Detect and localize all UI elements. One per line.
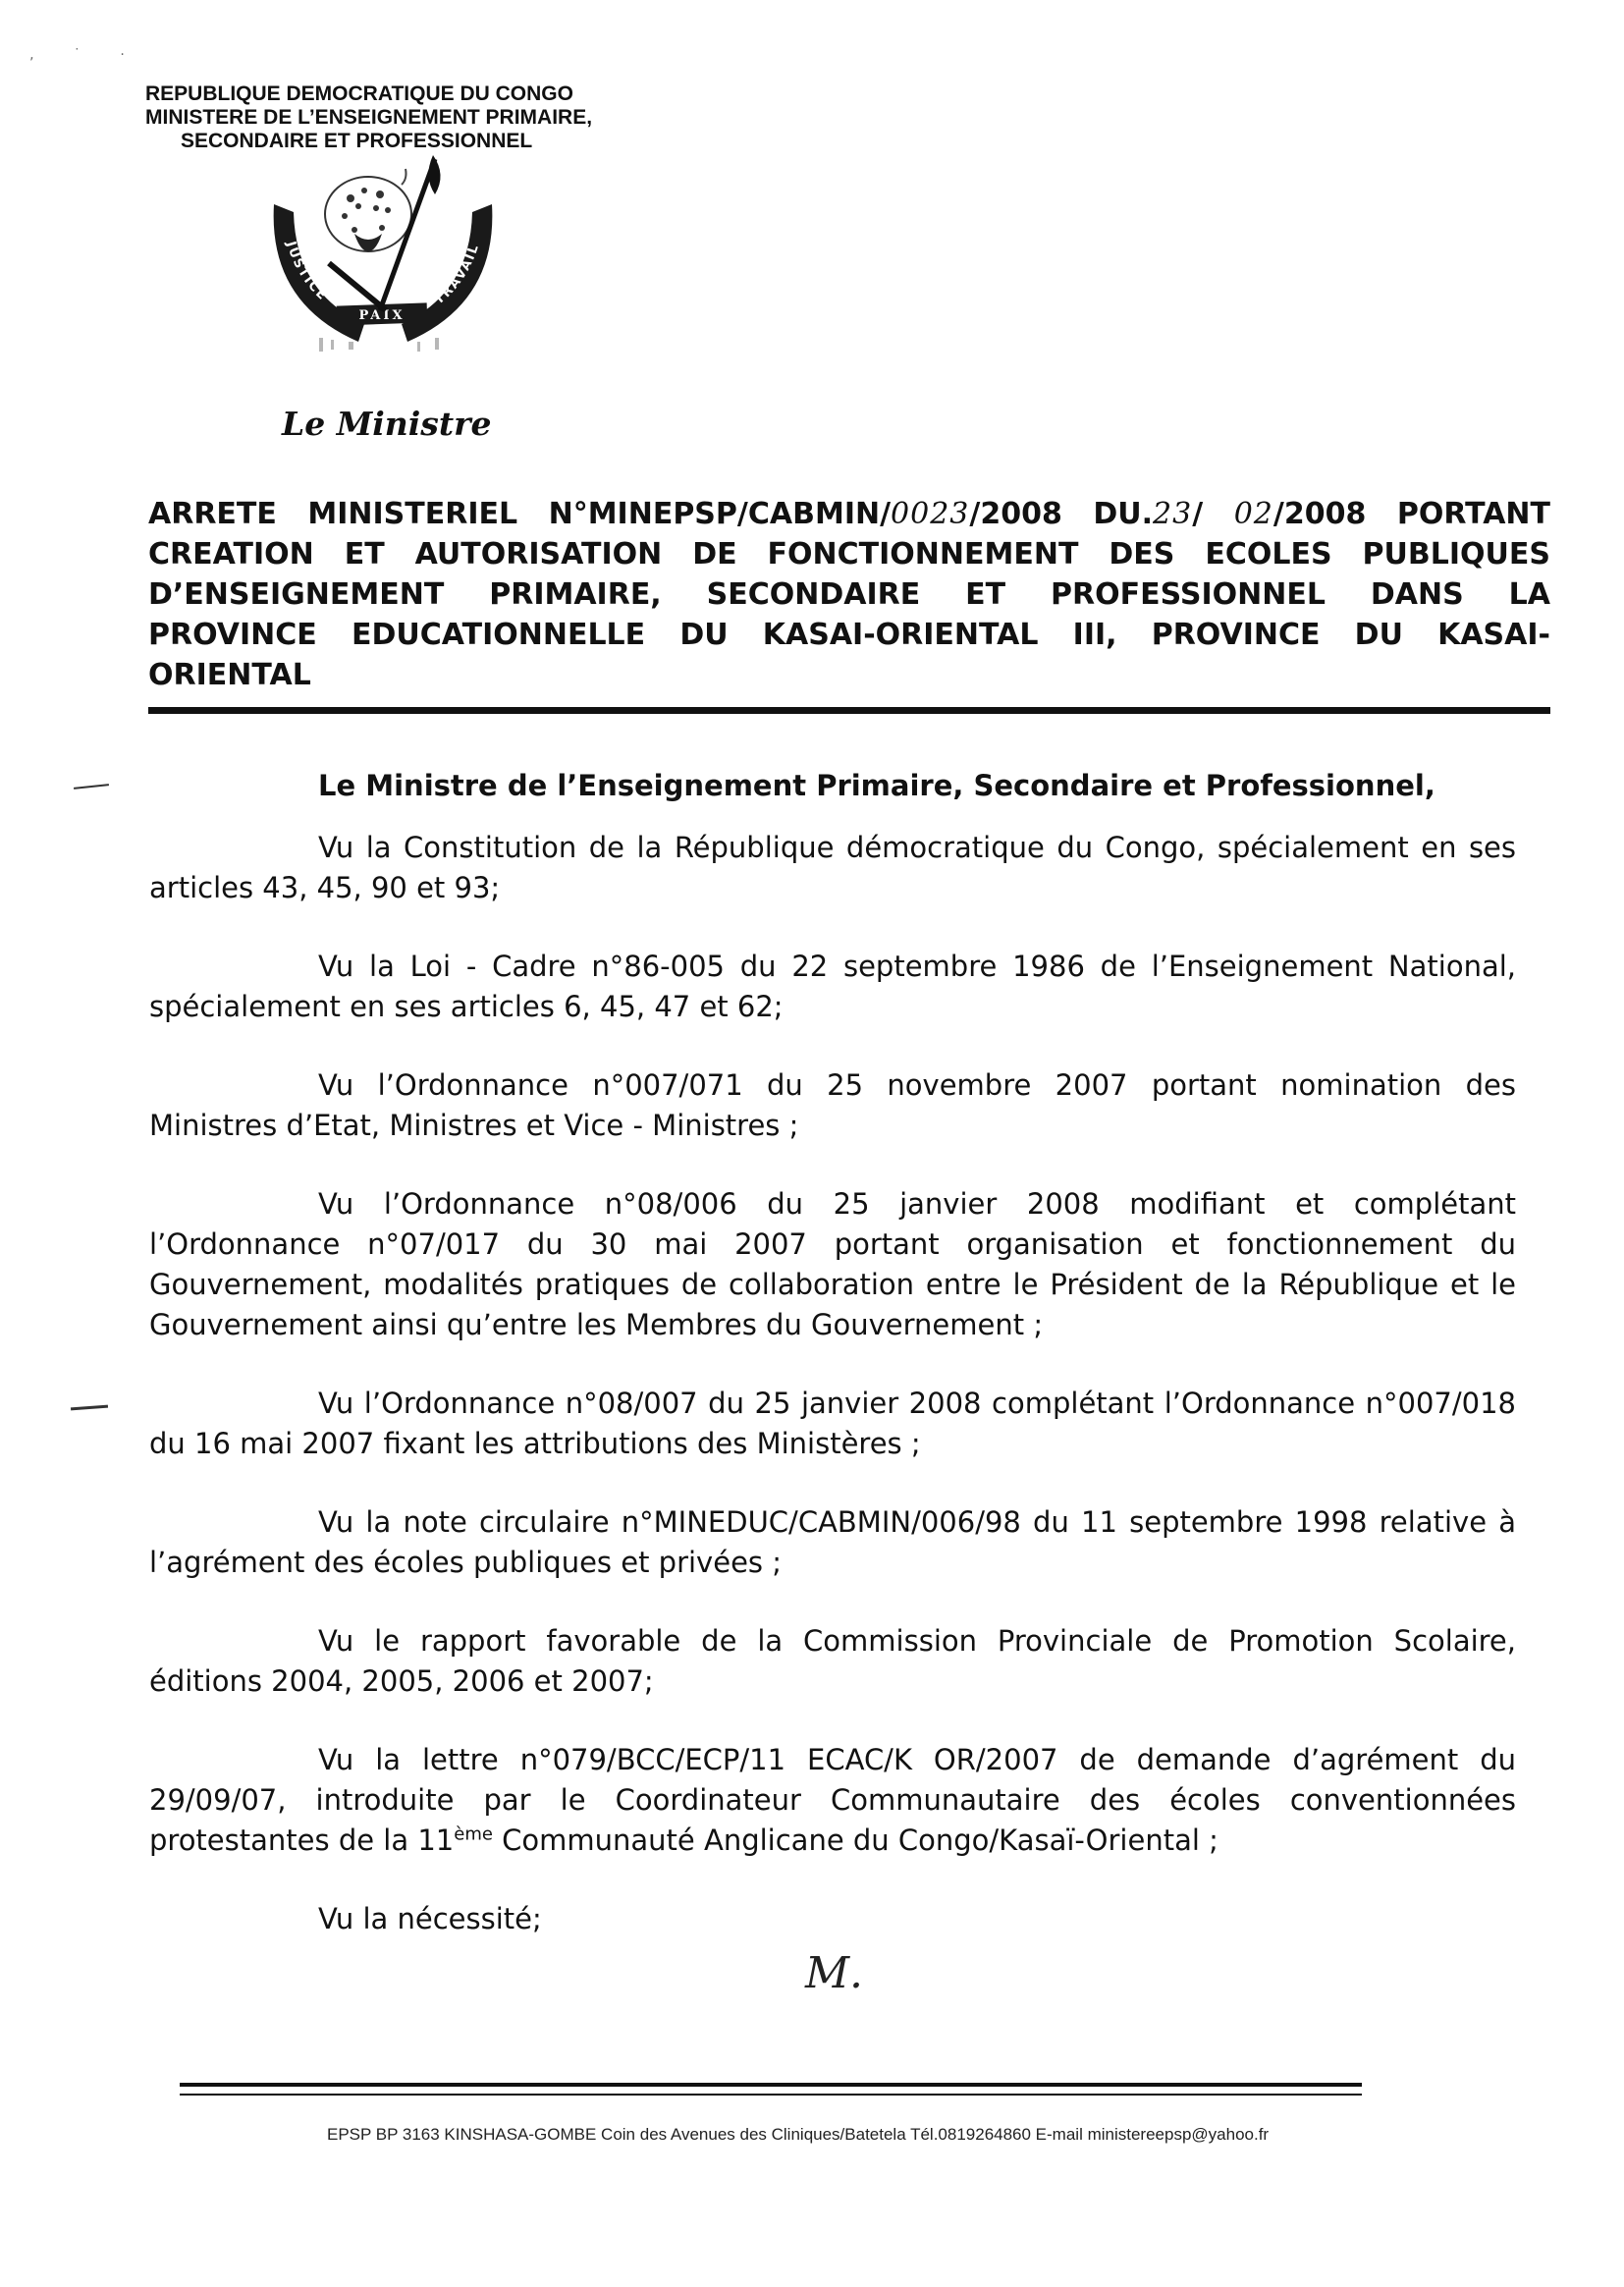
arrete-date-separator: /	[1192, 497, 1234, 531]
necessity-line: Vu la nécessité;	[318, 1902, 542, 1935]
vu-paragraph-lettre	[149, 1740, 1516, 1861]
vu-paragraph: Vu la note circulaire n°MINEDUC/CABMIN/006/98 du 11 septembre 1998 relative à l’agrément des écoles publiques et privées ;	[149, 1505, 1516, 1579]
scan-artifact-marks: ‚ ˙ ·	[29, 47, 142, 63]
minister-heading: Le Ministre de l’Enseignement Primaire, Secondaire et Professionnel,	[318, 769, 1435, 802]
arrete-month-handwritten: 02	[1233, 497, 1273, 531]
arrete-ref-suffix: /2008 PORTANT	[1272, 497, 1550, 531]
margin-mark	[71, 1405, 108, 1411]
lettre-text-end: Communauté Anglicane du Congo/Kasaï-Oriental ;	[492, 1824, 1218, 1857]
coat-of-arms-emblem	[260, 155, 506, 361]
initials-signature: M.	[805, 1948, 864, 1998]
document-body	[149, 766, 1516, 1939]
vu-paragraph: Vu l’Ordonnance n°007/071 du 25 novembre 2007 portant nomination des Ministres d’Etat, Ministres et Vice - Ministres ;	[149, 1068, 1516, 1142]
footer-divider	[180, 2083, 1362, 2087]
arrete-ref-year: /2008 DU.	[969, 497, 1154, 531]
letterhead	[145, 82, 695, 153]
motto-right: TRAVAIL	[431, 241, 483, 308]
arrete-title-line: PROVINCE EDUCATIONNELLE DU KASAI-ORIENTAL III, PROVINCE DU KASAI-	[148, 618, 1550, 652]
arrete-ref-prefix: ARRETE MINISTERIEL N°MINEPSP/CABMIN/	[148, 497, 892, 531]
arrete-title-line: D’ENSEIGNEMENT PRIMAIRE, SECONDAIRE ET PROFESSIONNEL DANS LA	[148, 577, 1550, 612]
footer-contact: EPSP BP 3163 KINSHASA-GOMBE Coin des Avenues des Cliniques/Batetela Tél.0819264860 E-mail ministereepsp@yahoo.fr	[327, 2125, 1270, 2144]
vu-paragraph: Vu le rapport favorable de la Commission Provinciale de Promotion Scolaire, éditions 2004, 2005, 2006 et 2007;	[149, 1624, 1516, 1698]
footer-divider-thin	[180, 2094, 1362, 2096]
minister-title: Le Ministre	[282, 405, 492, 443]
motto-left: JUSTICE	[283, 240, 331, 304]
arrete-title-line: CREATION ET AUTORISATION DE FONCTIONNEMENT DES ECOLES PUBLIQUES	[148, 537, 1550, 572]
arrete-day-handwritten: 23	[1153, 497, 1193, 531]
arrete-title	[148, 494, 1550, 695]
letterhead-ministry-cont: SECONDAIRE ET PROFESSIONNEL	[181, 130, 533, 152]
margin-mark	[74, 784, 109, 790]
vu-paragraph: Vu la Constitution de la République démocratique du Congo, spécialement en ses articles 43, 45, 90 et 93;	[149, 831, 1516, 904]
letterhead-ministry: MINISTERE DE L’ENSEIGNEMENT PRIMAIRE,	[145, 106, 593, 129]
vu-paragraph: Vu la Loi - Cadre n°86-005 du 22 septembre 1986 de l’Enseignement National, spécialement en ses articles 6, 45, 47 et 62;	[149, 950, 1516, 1023]
arrete-title-line: ORIENTAL	[148, 658, 311, 692]
vu-paragraph: Vu l’Ordonnance n°08/007 du 25 janvier 2008 complétant l’Ordonnance n°007/018 du 16 mai 2007 fixant les attributions des Ministères ;	[149, 1387, 1516, 1460]
vu-paragraph: Vu l’Ordonnance n°08/006 du 25 janvier 2008 modifiant et complétant l’Ordonnance n°07/017 du 30 mai 2007 portant organisation et fonctionnement du Gouvernement, modalités pratiques de collaboration entre le Président de la République et le Gouvernement ainsi qu’entre les Membres du Gouvernement ;	[149, 1187, 1516, 1341]
lettre-text: Vu la lettre n°079/BCC/ECP/11 ECAC/K OR/2007 de demande d’agrément du 29/09/07, introduite par le Coordinateur Communautaire des écoles conventionnées protestantes de la 11	[149, 1743, 1516, 1857]
ordinal-superscript: ème	[454, 1824, 493, 1845]
title-divider	[148, 707, 1550, 714]
letterhead-republic: REPUBLIQUE DEMOCRATIQUE DU CONGO	[145, 82, 573, 105]
arrete-title-line	[148, 494, 1550, 534]
arrete-number-handwritten: 0023	[891, 497, 970, 531]
motto-center: PAIX	[358, 308, 406, 323]
